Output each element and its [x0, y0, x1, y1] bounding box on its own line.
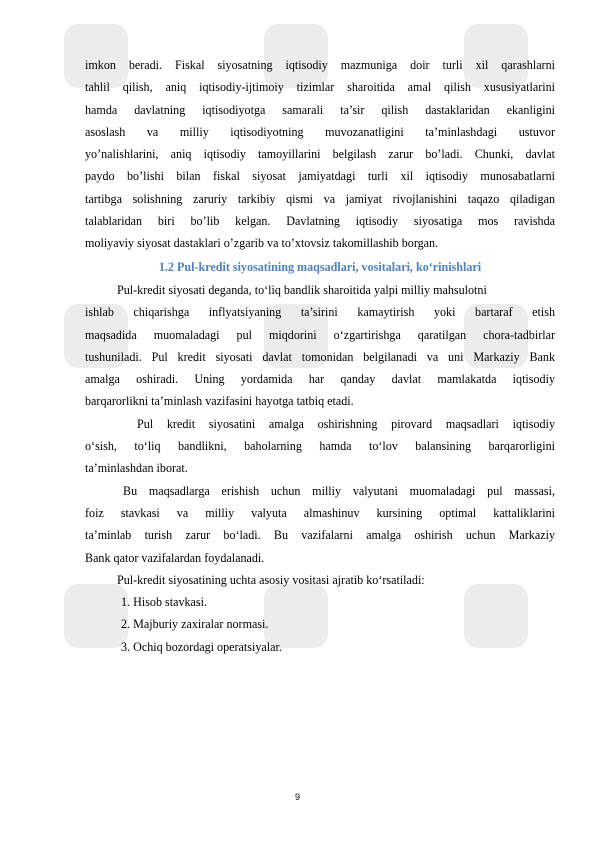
text-line: maqsadida muomaladagi pul miqdorini o‘zgartirishga qaratilgan chora-tadbirlar: [85, 327, 555, 342]
paragraph-monetary-tools-intro: [85, 569, 555, 591]
text-line: tushuniladi. Pul kredit siyosati davlat tomonidan belgilanadi va uni Markaziy Bank: [85, 349, 555, 364]
text-line: tahlil qilish, aniq iqtisodiy-ijtimoiy tizimlar sharoitida amal qilish xususiyatlarini: [85, 80, 555, 95]
list-item: 1. Hisob stavkasi.: [121, 595, 207, 610]
section-heading: 1.2 Pul-kredit siyosatining maqsadlari, vositalari, ko‘rinishlari: [158, 259, 482, 274]
list-item: 3. Ochiq bozordagi operatsiyalar.: [121, 639, 282, 654]
text-line: Pul-kredit siyosati deganda, to‘liq bandlik sharoitida yalpi milliy mahsulotni: [117, 282, 487, 297]
paragraph-monetary-definition: [85, 279, 555, 413]
paragraph-fiscal-policy: [85, 54, 555, 255]
text-line: hamda davlatning iqtisodiyotga samarali ta’sir qilish dastaklaridan ekanligini: [85, 102, 555, 117]
text-line: barqarorlikni ta’minlash vazifasini hayotga tatbiq etadi.: [85, 394, 354, 409]
text-line: foiz stavkasi va milliy valyuta almashinuv kursining optimal kattaliklarini: [85, 505, 555, 520]
text-line: o‘sish, to‘liq bandlikni, baholarning hamda to‘lov balansining barqarorligini: [85, 439, 555, 454]
text-line: tartibga solishning zaruriy tarkibiy qismi va jamiyat rivojlanishini taqazo qiladigan: [85, 191, 555, 206]
tools-list: [85, 591, 555, 658]
text-line: ta’minlab turish zarur bo‘ladi. Bu vazifalarni amalga oshirish uchun Markaziy: [85, 528, 555, 543]
text-line: Bank qator vazifalardan foydalanadi.: [85, 550, 265, 565]
text-line: ishlab chiqarishga inflyatsiyaning ta’sirini kamaytirish yoki bartaraf etish: [85, 305, 555, 320]
text-line: ta’minlashdan iborat.: [85, 461, 188, 476]
text-line: imkon beradi. Fiskal siyosatning iqtisodiy mazmuniga doir turli xil qarashlarni: [85, 58, 555, 72]
page-number: 9: [294, 792, 300, 802]
text-line: talablaridan biri bo’lib kelgan. Davlatning iqtisodiy siyosatiga mos ravishda: [85, 214, 555, 229]
page-content: [85, 54, 555, 658]
text-line: Pul-kredit siyosatining uchta asosiy vositasi ajratib ko‘rsatiladi:: [117, 572, 425, 587]
list-item: 2. Majburiy zaxiralar normasi.: [121, 617, 269, 632]
text-line: moliyaviy siyosat dastaklari o’zgarib va to’xtovsiz takomillashib borgan.: [85, 236, 439, 251]
text-line: amalga oshiradi. Uning yordamida har qanday davlat mamlakatda iqtisodiy: [85, 372, 555, 387]
text-line: Pul kredit siyosatini amalga oshirishning pirovard maqsadlari iqtisodiy: [137, 416, 555, 431]
text-line: yo’nalishlarini, aniq iqtisodiy tamoyillarini belgilash zarur bo’ladi. Chunki, davlat: [85, 147, 555, 162]
text-line: paydo bo’lishi bilan fiskal siyosat jamiyatdagi turli xil iqtisodiy munosabatlarni: [85, 169, 555, 184]
text-line: asoslash va milliy iqtisodiyotning muvozanatligini ta’minlashdagi ustuvor: [85, 124, 555, 139]
paragraph-monetary-goals: [85, 413, 555, 480]
text-line: Bu maqsadlarga erishish uchun milliy valyutani muomaladagi pul massasi,: [123, 483, 555, 498]
paragraph-monetary-tasks: [85, 480, 555, 569]
